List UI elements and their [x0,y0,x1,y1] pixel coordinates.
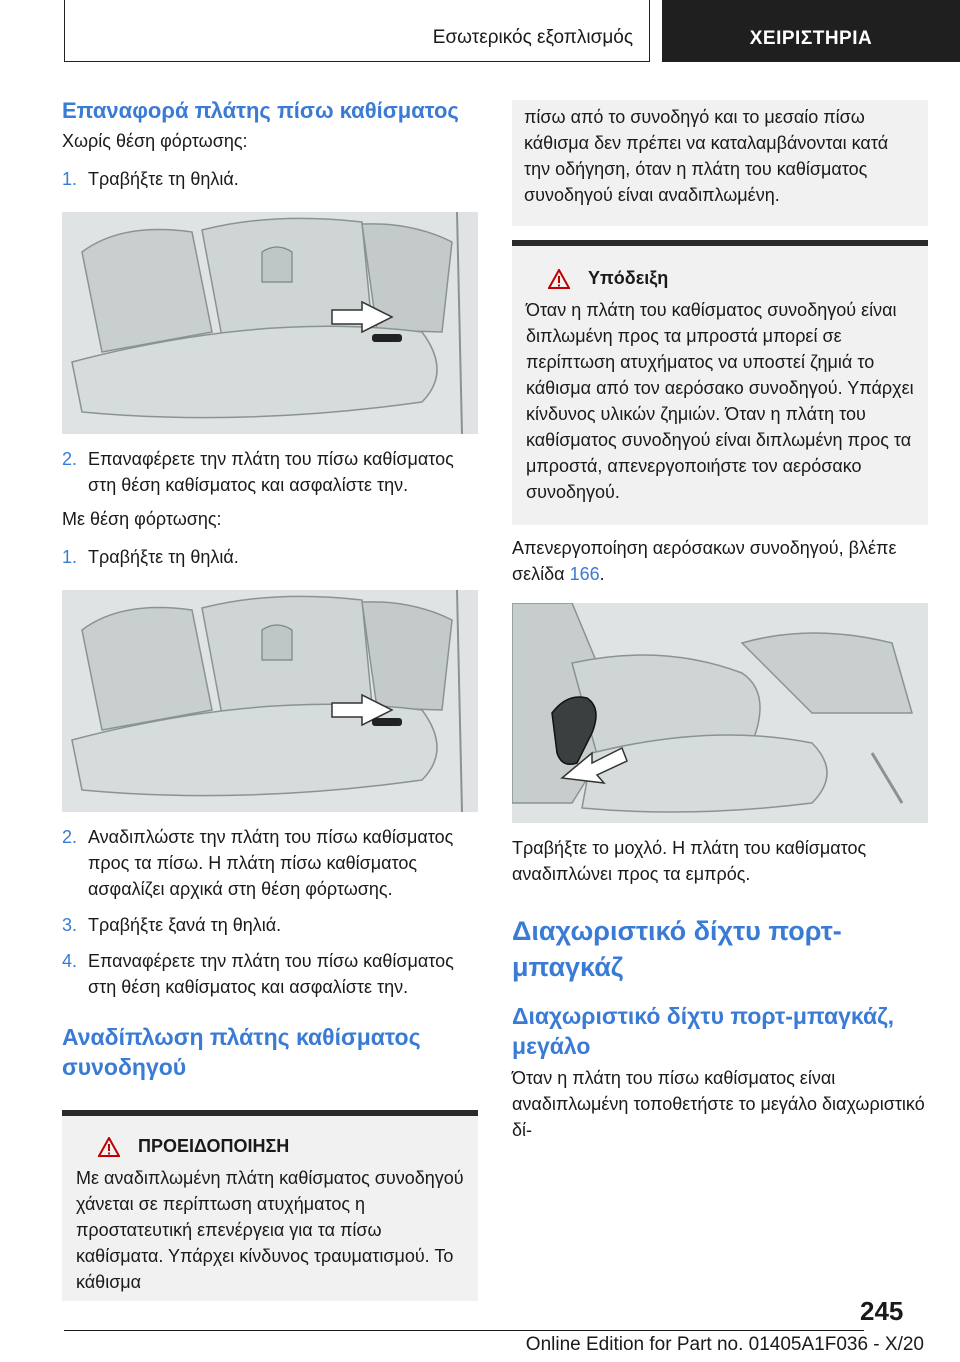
step-item [62,948,478,1000]
airbag-reference-prefix: Απενεργοποίηση αερόσακων συνοδηγού, βλέπε σελίδα [512,538,897,584]
warning-box [62,1110,478,1301]
passenger-seat-lever-illustration [512,603,928,823]
step-item [62,912,478,938]
warning-text: Με αναδιπλωμένη πλάτη καθίσματος συνοδηγού χάνεται σε περίπτωση ατυχήματος η προστατευτική επενέργεια για τα πίσω καθίσματα. Υπάρχει κίνδυνος τραυματισμού. Το κάθισμα [76,1168,464,1292]
step-number: 1. [62,169,78,189]
right-column [512,100,928,1143]
step-text: Επαναφέρετε την πλάτη του πίσω καθίσματος στη θέση καθίσματος και ασφαλίστε την. [88,449,454,495]
heading-luggage-net-large: Διαχωριστικό δίχτυ πορτ-μπαγκάζ, μεγάλο [512,1003,895,1059]
left-column [62,96,478,1301]
chapter-tab[interactable]: ΧΕΙΡΙΣΤΗΡΙΑ [662,0,960,62]
notice-header [548,268,914,289]
step-item [62,446,478,498]
step-text: Τραβήξτε ξανά τη θηλιά. [88,915,282,935]
step-number: 2. [62,827,78,847]
no-load-position-label: Χωρίς θέση φόρτωσης: [62,131,248,151]
airbag-reference-text [512,535,928,587]
notice-title: Υπόδειξη [588,268,669,288]
load-position-label: Με θέση φόρτωσης: [62,509,222,529]
warning-header [98,1136,464,1157]
footer-divider [64,1330,864,1331]
step-number: 4. [62,951,78,971]
heading-fold-passenger-backrest: Αναδίπλωση πλάτης καθίσματος συνοδηγού [62,1024,421,1080]
warning-title: ΠΡΟΕΙΔΟΠΟΙΗΣΗ [138,1136,290,1156]
step-text: Τραβήξτε τη θηλιά. [88,169,239,189]
warning-continuation-box [512,100,928,226]
step-item [62,824,478,902]
step-number: 1. [62,547,78,567]
page-header [64,0,960,64]
warning-continuation-text: πίσω από το συνοδηγό και το μεσαίο πίσω κάθισμα δεν πρέπει να καταλαμβάνονται κατά την οδήγηση, όταν η πλάτη του καθίσματος συνοδηγού είναι αναδιπλωμένη. [524,107,889,205]
section-title: Εσωτερικός εξοπλισμός [64,0,650,62]
warning-triangle-icon [548,269,570,289]
step-text: Αναδιπλώστε την πλάτη του πίσω καθίσματος προς τα πίσω. Η πλάτη πίσω καθίσματος ασφαλίζει αρχικά στη θέση φόρτωσης. [88,827,454,899]
step-item [62,166,478,192]
notice-box [512,240,928,525]
rear-seat-loop-illustration-2 [62,590,478,812]
step-text: Επαναφέρετε την πλάτη του πίσω καθίσματος στη θέση καθίσματος και ασφαλίστε την. [88,951,454,997]
page-number: 245 [860,1296,904,1326]
airbag-reference-suffix: . [599,564,605,584]
heading-luggage-net: Διαχωριστικό δίχτυ πορτ-μπαγκάζ [512,916,842,982]
step-item [62,544,478,570]
luggage-net-text: Όταν η πλάτη του πίσω καθίσματος είναι αναδιπλωμένη τοποθετήστε το μεγάλο διαχωριστικό δί- [512,1068,925,1140]
lever-instruction-text: Τραβήξτε το μοχλό. Η πλάτη του καθίσματος αναδιπλώνει προς τα εμπρός. [512,838,867,884]
step-number: 2. [62,449,78,469]
heading-reset-backrest: Επαναφορά πλάτης πίσω καθίσματος [62,98,459,123]
step-number: 3. [62,915,78,935]
warning-triangle-icon [98,1137,120,1157]
notice-text: Όταν η πλάτη του καθίσματος συνοδηγού είναι διπλωμένη προς τα μπροστά μπορεί σε περίπτωση ατυχήματος να υποστεί ζημιά το κάθισμα από τον αερόσακο συνοδηγού. Υπάρχει κίνδυνος υλικών ζημιών. Όταν η πλάτη του καθίσματος συνοδηγού είναι διπλωμένη προς τα μπροστά, απενεργοποιήστε τον αερόσακο συνοδηγού. [526,300,914,502]
page-link-166[interactable]: 166 [569,564,600,584]
rear-seat-loop-illustration-1 [62,212,478,434]
step-text: Τραβήξτε τη θηλιά. [88,547,239,567]
edition-info: Online Edition for Part no. 01405A1F036 - X/20 [525,1334,924,1355]
